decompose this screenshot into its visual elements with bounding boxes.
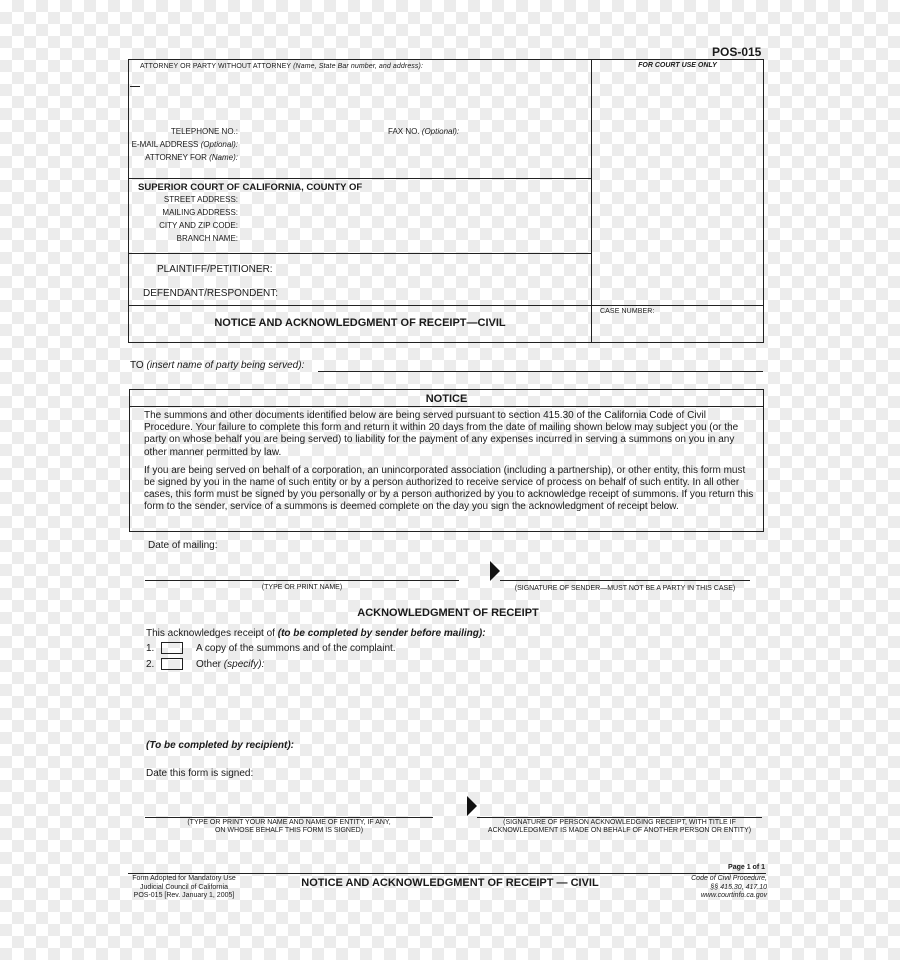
email-label-note: (Optional): (200, 140, 238, 149)
sender-signature-field[interactable] (500, 580, 750, 581)
defendant-label: DEFENDANT/RESPONDENT: (143, 288, 279, 299)
attorney-for-main: ATTORNEY FOR (145, 153, 207, 162)
ack-heading: ACKNOWLEDGMENT OF RECEIPT (357, 607, 539, 619)
branch-name-label: BRANCH NAME: (176, 234, 238, 243)
recipient-name-caption-1: (TYPE OR PRINT YOUR NAME AND NAME OF ENTITY, IF ANY, (187, 819, 391, 826)
item-1-checkbox[interactable] (161, 642, 183, 654)
to-line-label (130, 360, 304, 371)
court-use-label: FOR COURT USE ONLY (638, 62, 717, 69)
court-title: SUPERIOR COURT OF CALIFORNIA, COUNTY OF (138, 182, 363, 193)
item-2-note: (specify): (223, 659, 265, 670)
footer-adopted (128, 875, 240, 901)
date-signed-label: Date this form is signed: (146, 768, 254, 779)
notice-divider (130, 406, 763, 407)
page-number: Page 1 of 1 (728, 864, 765, 871)
attorney-header (140, 63, 423, 70)
attorney-mark (130, 86, 140, 87)
recipient-signature-arrow-icon (467, 796, 477, 816)
fax-label-main: FAX NO. (388, 127, 420, 136)
email-label (128, 140, 238, 149)
ack-intro-text: This acknowledges receipt of (146, 628, 275, 639)
notice-paragraph-1: The summons and other documents identified below are being served pursuant to section 415.30 of the California Code of Civil Procedure. Your failure to complete this form and return it within 20 days from the date of mailing shown below may subject you (or the party on whose behalf you are being served) to liability for the payment of any expenses incurred in serving a summons on you in any other manner permitted by law. (144, 410, 739, 458)
footer-title: NOTICE AND ACKNOWLEDGMENT OF RECEIPT — CIVIL (301, 877, 599, 889)
ack-intro (146, 628, 486, 639)
to-prefix: TO (130, 360, 144, 371)
form-title: NOTICE AND ACKNOWLEDGMENT OF RECEIPT—CIVIL (214, 317, 506, 329)
attorney-header-main: ATTORNEY OR PARTY WITHOUT ATTORNEY (140, 63, 292, 70)
item-1-text: A copy of the summons and of the complaint. (196, 643, 396, 654)
item-1-number: 1. (146, 643, 155, 654)
footer-code (660, 875, 767, 901)
case-number-label: CASE NUMBER: (600, 308, 655, 315)
notice-box (129, 389, 764, 532)
email-label-main: E-MAIL ADDRESS (131, 140, 199, 149)
city-zip-label: CITY AND ZIP CODE: (159, 221, 238, 230)
item-2-text: Other (196, 659, 222, 670)
attorney-header-note: (Name, State Bar number, and address): (293, 63, 423, 70)
recipient-signature-caption-1: (SIGNATURE OF PERSON ACKNOWLEDGING RECEIPT, WITH TITLE IF (503, 819, 736, 826)
date-of-mailing-label: Date of mailing: (148, 540, 218, 551)
to-party-field[interactable] (318, 371, 763, 372)
recipient-signature-field[interactable] (477, 817, 762, 818)
recipient-name-caption (145, 819, 433, 835)
sender-name-field[interactable] (145, 580, 459, 581)
form-id: POS-015 (712, 45, 762, 59)
recipient-signature-caption-2: ACKNOWLEDGMENT IS MADE ON BEHALF OF ANOTHER PERSON OR ENTITY) (487, 827, 752, 834)
sender-signature-caption: (SIGNATURE OF SENDER—MUST NOT BE A PARTY IN THIS CASE) (514, 585, 736, 592)
recipient-note: (To be completed by recipient): (146, 740, 294, 751)
sender-signature-arrow-icon (490, 561, 500, 581)
recipient-name-caption-2: ON WHOSE BEHALF THIS FORM IS SIGNED) (214, 827, 364, 834)
footer-rule (128, 873, 766, 874)
footer-adopted-1: Form Adopted for Mandatory Use (132, 875, 236, 882)
attorney-for-note: (Name): (209, 153, 238, 162)
item-2-number: 2. (146, 659, 155, 670)
to-instruction: (insert name of party being served): (146, 360, 305, 371)
plaintiff-label: PLAINTIFF/PETITIONER: (157, 264, 273, 275)
street-address-label: STREET ADDRESS: (163, 195, 238, 204)
footer-code-3[interactable]: www.courtinfo.ca.gov (700, 892, 767, 899)
recipient-name-field[interactable] (145, 817, 433, 818)
telephone-label: TELEPHONE NO.: (170, 127, 238, 136)
ack-intro-note: (to be completed by sender before mailing): (277, 628, 486, 639)
attorney-for-label (128, 153, 238, 162)
item-2-checkbox[interactable] (161, 658, 183, 670)
footer-adopted-2: Judicial Council of California (140, 883, 228, 891)
notice-paragraph-2: If you are being served on behalf of a corporation, an unincorporated association (including a partnership), or other entity, this form must be signed by you in the name of such entity or by a person authorized to receive service of process on behalf of such entity. In all other cases, this form must be signed by you personally or by a person authorized by you to acknowledge receipt of summons. If you return this form to the sender, service of a summons is deemed complete on the day you sign the acknowledgment of receipt below. (144, 464, 754, 513)
sender-name-caption: (TYPE OR PRINT NAME) (261, 584, 343, 591)
item-2-label (196, 659, 264, 670)
fax-label-note: (Optional): (421, 127, 460, 136)
footer-code-1: Code of Civil Procedure, (691, 875, 767, 882)
court-use-box[interactable] (591, 59, 764, 306)
fax-label (388, 127, 459, 136)
footer-adopted-3: POS-015 [Rev. January 1, 2005] (133, 892, 235, 899)
recipient-signature-caption (477, 819, 762, 835)
notice-heading: NOTICE (425, 393, 468, 405)
footer-code-2: §§ 415.30, 417.10 (710, 883, 767, 891)
mailing-address-label: MAILING ADDRESS: (162, 208, 238, 217)
